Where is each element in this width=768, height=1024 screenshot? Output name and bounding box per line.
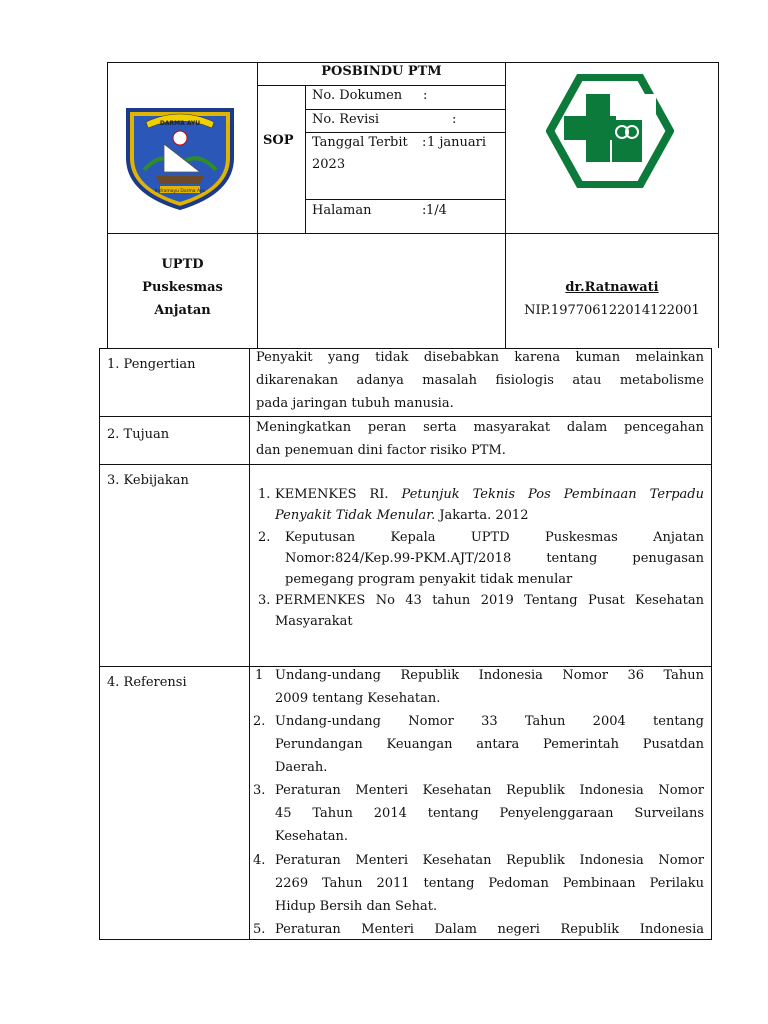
- tujuan-label: 2. Tujuan: [107, 427, 170, 442]
- kebijakan-item-2-line-1: Keputusan Kepala UPTD Puskesmas Anjatan: [285, 530, 704, 545]
- referensi-item-1-line-1: Undang-undang Republik Indonesia Nomor 36 Tahun: [275, 668, 704, 683]
- referensi-item-5-line-1: Peraturan Menteri Dalam negeri Republik Indonesia: [275, 922, 704, 937]
- referensi-num-1: 1: [255, 668, 264, 683]
- referensi-item-3-line-2: 45 Tahun 2014 tentang Penyelenggaraan Surveilans: [275, 806, 704, 821]
- pengertian-line-3: pada jaringan tubuh manusia.: [256, 396, 454, 411]
- document-title: POSBINDU PTM: [321, 64, 442, 79]
- signer-nip: NIP.197706122014122001: [524, 303, 700, 318]
- referensi-item-4-line-2: 2269 Tahun 2011 tentang Pedoman Pembinaan Perilaku: [275, 876, 704, 891]
- kebijakan-item-3-line-2: Masyarakat: [275, 614, 353, 629]
- tujuan-line-2: dan penemuan dini factor risiko PTM.: [256, 443, 506, 458]
- org-line-3: Anjatan: [154, 303, 211, 318]
- referensi-item-1-line-2: 2009 tentang Kesehatan.: [275, 691, 441, 706]
- crest-text: DARMA AYU: [159, 120, 201, 127]
- kebijakan-label: 3. Kebijakan: [107, 473, 189, 488]
- page-label: Halaman: [312, 203, 372, 218]
- kebijakan-item-2-line-2: Nomor:824/Kep.99-PKM.AJT/2018 tentang penugasan: [285, 551, 704, 566]
- kebijakan-item-1-line-1: KEMENKES RI. Petunjuk Teknis Pos Pembinaan Terpadu: [275, 487, 704, 502]
- doc-number-label: No. Dokumen: [312, 88, 403, 103]
- referensi-item-3-line-1: Peraturan Menteri Kesehatan Republik Indonesia Nomor: [275, 783, 704, 798]
- referensi-item-2-line-3: Daerah.: [275, 760, 328, 775]
- referensi-num-5: 5.: [253, 922, 266, 937]
- kebijakan-num-2: 2.: [258, 530, 271, 545]
- referensi-label: 4. Referensi: [107, 675, 187, 690]
- referensi-num-3: 3.: [253, 783, 266, 798]
- pengertian-label: 1. Pengertian: [107, 357, 196, 372]
- pengertian-line-1: Penyakit yang tidak disebabkan karena kuman melainkan: [256, 350, 704, 365]
- crest-motto: Indramayu Darma Ayu: [154, 189, 206, 194]
- kebijakan-item-2-line-3: pemegang program penyakit tidak menular: [285, 572, 573, 587]
- org-line-1: UPTD: [161, 257, 204, 272]
- issue-year: 2023: [312, 157, 346, 172]
- tujuan-line-1: Meningkatkan peran serta masyarakat dalam pencegahan: [256, 420, 704, 435]
- kebijakan-item-1-line-2: Penyakit Tidak Menular. Jakarta. 2012: [275, 508, 529, 523]
- revision-sep: :: [452, 112, 457, 127]
- issue-date-sep: :: [422, 135, 427, 150]
- page-value: 1/4: [426, 203, 447, 218]
- referensi-item-4-line-1: Peraturan Menteri Kesehatan Republik Indonesia Nomor: [275, 853, 704, 868]
- pengertian-line-2: dikarenakan adanya masalah fisiologis atau metabolisme: [256, 373, 704, 388]
- referensi-item-2-line-1: Undang-undang Nomor 33 Tahun 2004 tentang: [275, 714, 704, 729]
- issue-date-value: 1 januari: [427, 135, 487, 150]
- referensi-num-4: 4.: [253, 853, 266, 868]
- revision-label: No. Revisi: [312, 112, 380, 127]
- referensi-num-2: 2.: [253, 714, 266, 729]
- org-line-2: Puskesmas: [142, 280, 223, 295]
- referensi-item-4-line-3: Hidup Bersih dan Sehat.: [275, 899, 438, 914]
- darma-ayu-crest-icon: [120, 100, 240, 212]
- signer-name: dr.Ratnawati: [565, 280, 659, 295]
- puskesmas-cross-icon: [546, 74, 674, 188]
- page-sep: :: [422, 203, 427, 218]
- referensi-item-3-line-3: Kesehatan.: [275, 829, 349, 844]
- referensi-item-2-line-2: Perundangan Keuangan antara Pemerintah Pusatdan: [275, 737, 704, 752]
- kebijakan-item-3-line-1: PERMENKES No 43 tahun 2019 Tentang Pusat Kesehatan: [275, 593, 704, 608]
- kebijakan-num-3: 3.: [258, 593, 271, 608]
- issue-date-label: Tanggal Terbit: [312, 135, 408, 150]
- doc-number-sep: :: [423, 88, 428, 103]
- sop-label: SOP: [263, 133, 294, 148]
- kebijakan-num-1: 1.: [258, 487, 271, 502]
